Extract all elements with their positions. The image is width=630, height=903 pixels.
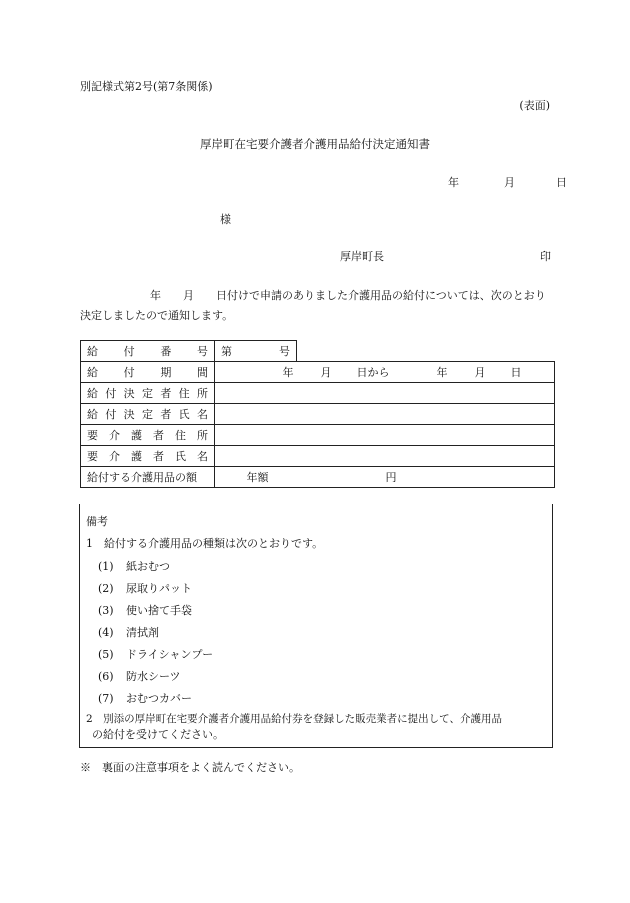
form-number: 別記様式第2号(第7条関係) (80, 80, 213, 93)
label-benefit-amount: 給付する介護用品の額 (81, 467, 215, 488)
label-benefit-period: 給付期間 (81, 362, 215, 383)
product-name: 使い捨て手袋 (126, 604, 192, 617)
product-name: 防水シーツ (126, 670, 181, 683)
period-year-start: 年 (282, 366, 294, 379)
table-row (81, 446, 555, 467)
product-num: (5) (98, 648, 114, 661)
notes-item-2-line2: の給付を受けてください。 (92, 728, 224, 741)
benefit-table (80, 340, 555, 488)
product-num: (2) (98, 582, 114, 595)
number-go: 号 (279, 345, 290, 358)
label-decision-name: 給付決定者氏名 (81, 404, 215, 425)
number-dai: 第 (221, 345, 232, 358)
care-name-value (215, 446, 555, 467)
decision-address-value (215, 383, 555, 404)
notes-heading: 備考 (86, 515, 108, 528)
product-name: 清拭剤 (126, 626, 159, 639)
footer-note: ※ 裏面の注意事項をよく読んでください。 (80, 761, 300, 774)
date-year: 年 (448, 176, 459, 189)
label-care-name: 要介護者氏名 (81, 446, 215, 467)
product-name: おむつカバー (126, 692, 192, 705)
product-num: (4) (98, 626, 114, 639)
table-row (81, 467, 555, 488)
period-month-end: 月 (474, 366, 486, 379)
product-num: (3) (98, 604, 114, 617)
benefit-number-cell (215, 341, 297, 362)
product-num: (6) (98, 670, 114, 683)
period-day-start: 日から (356, 366, 390, 379)
table-row (81, 362, 555, 383)
notice-body: 年 月 日付けで申請のありました介護用品の給付については、次のとおり決定しましたので通知します。 (80, 289, 546, 322)
date-month: 月 (504, 176, 515, 189)
product-num: (1) (98, 560, 114, 573)
addressee-suffix: 様 (220, 213, 231, 226)
notes-item-1: 1 給付する介護用品の種類は次のとおりです。 (86, 537, 324, 550)
notes-box (79, 504, 553, 748)
label-care-address: 要介護者住所 (81, 425, 215, 446)
amount-yen: 円 (385, 471, 397, 484)
amount-annual: 年額 (246, 471, 269, 484)
table-row (81, 383, 555, 404)
date-day: 日 (556, 176, 567, 189)
date-line (448, 177, 567, 188)
table-row (81, 341, 555, 362)
care-address-value (215, 425, 555, 446)
product-name: ドライシャンプー (126, 648, 214, 661)
side-label: (表面) (519, 99, 550, 112)
product-name: 紙おむつ (126, 560, 170, 573)
seal-mark: 印 (540, 250, 551, 263)
decision-name-value (215, 404, 555, 425)
label-decision-address: 給付決定者住所 (81, 383, 215, 404)
notes-item-2-line1: 2 別添の厚岸町在宅要介護者介護用品給付券を登録した販売業者に提出して、介護用品 (86, 713, 502, 725)
period-year-end: 年 (436, 366, 448, 379)
product-name: 尿取りパット (126, 582, 192, 595)
label-benefit-number: 給付番号 (81, 341, 215, 362)
table-row (81, 425, 555, 446)
document-title: 厚岸町在宅要介護者介護用品給付決定通知書 (200, 137, 430, 151)
benefit-amount-cell (215, 467, 555, 488)
period-month-start: 月 (320, 366, 332, 379)
issuer: 厚岸町長 (340, 250, 384, 263)
period-day-end: 日 (510, 366, 522, 379)
table-row (81, 404, 555, 425)
benefit-period-cell (215, 362, 555, 383)
product-num: (7) (98, 692, 114, 705)
